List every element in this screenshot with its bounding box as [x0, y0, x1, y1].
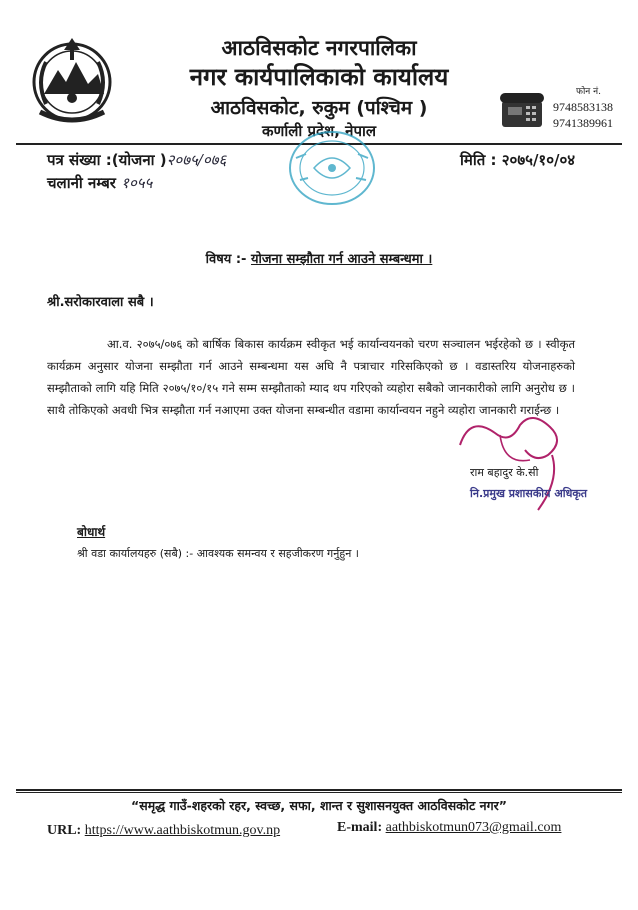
- phone-number: 9741389961: [553, 116, 613, 130]
- footer-divider: [16, 789, 622, 791]
- date-value: २०७५/१०/०४: [501, 151, 576, 169]
- footer-motto: “समृद्ध गाउँ-शहरको रहर, स्वच्छ, सफा, शान्त र सुशासनयुक्त आठविसकोट नगर”: [131, 798, 507, 813]
- dispatch-number-label: चलानी नम्बर: [47, 174, 116, 192]
- email-link[interactable]: aathbiskotmun073@gmail.com: [385, 820, 562, 835]
- website-link[interactable]: https://www.aathbiskotmun.gov.np: [84, 823, 281, 838]
- municipality-name: आठविसकोट नगरपालिका: [221, 36, 417, 60]
- office-seal-icon: [286, 128, 378, 208]
- letter-date: [460, 150, 575, 170]
- office-address: आठविसकोट, रुकुम (पश्चिम ): [210, 97, 428, 119]
- letter-number: [47, 150, 226, 170]
- cc-heading: बोधार्थ: [77, 525, 106, 539]
- letter-number-label: पत्र संख्या :(योजना ): [47, 151, 167, 169]
- email-label: E-mail:: [337, 820, 383, 835]
- letter-number-value: २०७५/०७६: [166, 151, 227, 169]
- salutation: श्री.सरोकारवाला सबै ।: [47, 295, 154, 310]
- letter-body: आ.व. २०७५/०७६ को बार्षिक बिकास कार्यक्रम स्वीकृत भई कार्यान्वयनको चरण सञ्चालन भईरहेको छ । स्वीकृत कार्यक्रम अनुसार योजना सम्झौता गर्न आउने सम्बन्धमा यस अघि नै पत्राचार गरिसकिएको छ । वडास्तरिय योजनाहरुको सम्झौताको लागि यहि मिति २०७५/१०/१५ गने सम्म सम्झौताको म्याद थप गरिएको व्यहोरा सबैको जानकारीको लागि अनुरोध छ । साथै तोकिएको अवधी भित्र सम्झौता गर्न नआएमा उक्त योजना सम्बन्धीत वडामा कार्यान्वयन नहुने व्यहोरा जानकारी गराईन्छ ।: [47, 337, 575, 417]
- subject-label: विषय :-: [205, 252, 247, 267]
- telephone-icon: [498, 91, 546, 129]
- dispatch-number: [47, 173, 152, 193]
- subject-line: [0, 249, 638, 267]
- signatory-title: नि.प्रमुख प्रशासकीय अधिकृत: [470, 487, 588, 500]
- date-label: मिति :: [460, 151, 497, 169]
- footer-email: [337, 820, 561, 836]
- footer-divider-thin: [16, 792, 622, 793]
- signatory-name: राम बहादुर के.सी: [470, 466, 539, 479]
- phone-label: फोन नं.: [576, 87, 601, 97]
- footer-url: [47, 823, 280, 839]
- phone-number: 9748583138: [553, 100, 613, 114]
- url-label: URL:: [47, 823, 82, 838]
- cc-recipient: श्री वडा कार्यालयहरु (सबै) :- आवश्यक समन्वय र सहजीकरण गर्नुहुन ।: [77, 547, 359, 560]
- subject-text: योजना सम्झौता गर्न आउने सम्बन्धमा ।: [250, 252, 433, 267]
- dispatch-number-value: १०५५: [121, 174, 153, 192]
- province-country: कर्णाली प्रदेश, नेपाल: [261, 122, 377, 140]
- office-name: नगर कार्यपालिकाको कार्यालय: [189, 63, 449, 91]
